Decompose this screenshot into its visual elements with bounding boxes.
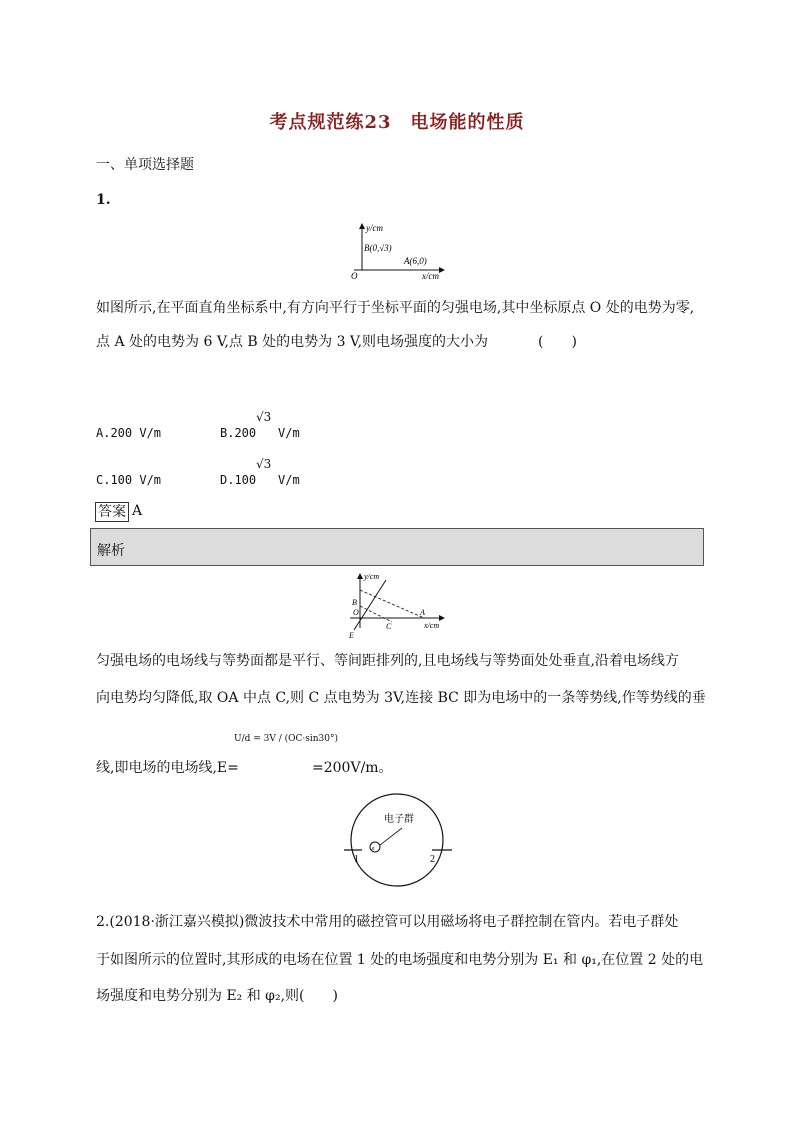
- q2-text-line-1: 2.(2018·浙江嘉兴模拟)微波技术中常用的磁控管可以用磁场将电子群控制在管内。若电子群处: [96, 914, 679, 930]
- analysis-x-label: x/cm: [424, 621, 440, 630]
- analysis-text-line-2: 向电势均匀降低,取 OA 中点 C,则 C 点电势为 3V,连接 BC 即为电场中的一条等势线,作等势线的垂: [96, 690, 706, 706]
- option-b-prefix: B.200: [220, 426, 257, 440]
- page-title: 考点规范练23 电场能的性质: [269, 112, 525, 133]
- analysis-text-line-3-suffix: =200V/m。: [312, 760, 393, 776]
- option-b-unit: V/m: [278, 426, 300, 440]
- q1-text-line-1: 如图所示,在平面直角坐标系中,有方向平行于坐标平面的匀强电场,其中坐标原点 O 处的电势为零,: [96, 300, 695, 316]
- y-axis-label: y/cm: [366, 223, 383, 233]
- analysis-header-bar: [90, 528, 704, 566]
- option-a: A.200 V/m: [96, 426, 162, 440]
- section-heading: 一、单项选择题: [96, 157, 194, 173]
- analysis-e-label: E: [349, 631, 354, 640]
- x-axis-label: x/cm: [422, 271, 439, 280]
- field-line: [354, 580, 386, 630]
- option-c: C.100 V/m: [96, 473, 162, 487]
- analysis-b-label: B: [352, 598, 357, 607]
- position-2-label: 2: [430, 854, 435, 865]
- q1-answer-bracket: ( ): [538, 334, 577, 350]
- analysis-text-line-3-prefix: 线,即电场的电场线,E=: [96, 760, 239, 776]
- position-1-label: 1: [354, 854, 359, 865]
- q2-magnetron-figure: [340, 790, 460, 890]
- point-a-label: A(6,0): [404, 256, 427, 266]
- q1-coordinate-figure: [340, 218, 450, 280]
- analysis-fraction: U/d = 3V / (OC·sin30°): [234, 734, 339, 744]
- q2-text-line-2: 于如图所示的位置时,其形成的电场在位置 1 处的电场强度和电势分别为 E₁ 和 φ₁,在位置 2 处的电: [96, 952, 704, 968]
- question-1-number: 1.: [96, 192, 111, 208]
- analysis-figure: [340, 568, 450, 640]
- option-d-unit: V/m: [278, 473, 300, 487]
- analysis-a-label: A: [420, 608, 425, 617]
- option-b-root: √3: [256, 410, 272, 424]
- label-leader-line: [380, 828, 402, 845]
- answer-label-box: 答案: [95, 502, 129, 522]
- electron-mark: e: [372, 846, 375, 852]
- analysis-text-line-1: 匀强电场的电场线与等势面都是平行、等间距排列的,且电场线与等势面处处垂直,沿着电场线方: [96, 653, 679, 669]
- answer-value: A: [132, 503, 143, 519]
- origin-label: O: [351, 271, 358, 280]
- point-b-label: B(0,√3): [364, 243, 392, 253]
- analysis-label: 解析: [97, 543, 125, 559]
- magnetron-tube: [351, 794, 443, 886]
- analysis-c-label: C: [386, 622, 392, 631]
- option-d-prefix: D.100: [220, 473, 257, 487]
- electron-group-label: 电子群: [384, 814, 414, 825]
- q2-text-line-3: 场强度和电势分别为 E₂ 和 φ₂,则( ): [96, 988, 338, 1004]
- analysis-o-label: O: [353, 608, 359, 617]
- analysis-y-label: y/cm: [364, 572, 380, 581]
- q1-text-line-2: 点 A 处的电势为 6 V,点 B 处的电势为 3 V,则电场强度的大小为: [96, 334, 489, 350]
- equipotential-line-a: [360, 590, 424, 618]
- option-d-root: √3: [256, 457, 272, 471]
